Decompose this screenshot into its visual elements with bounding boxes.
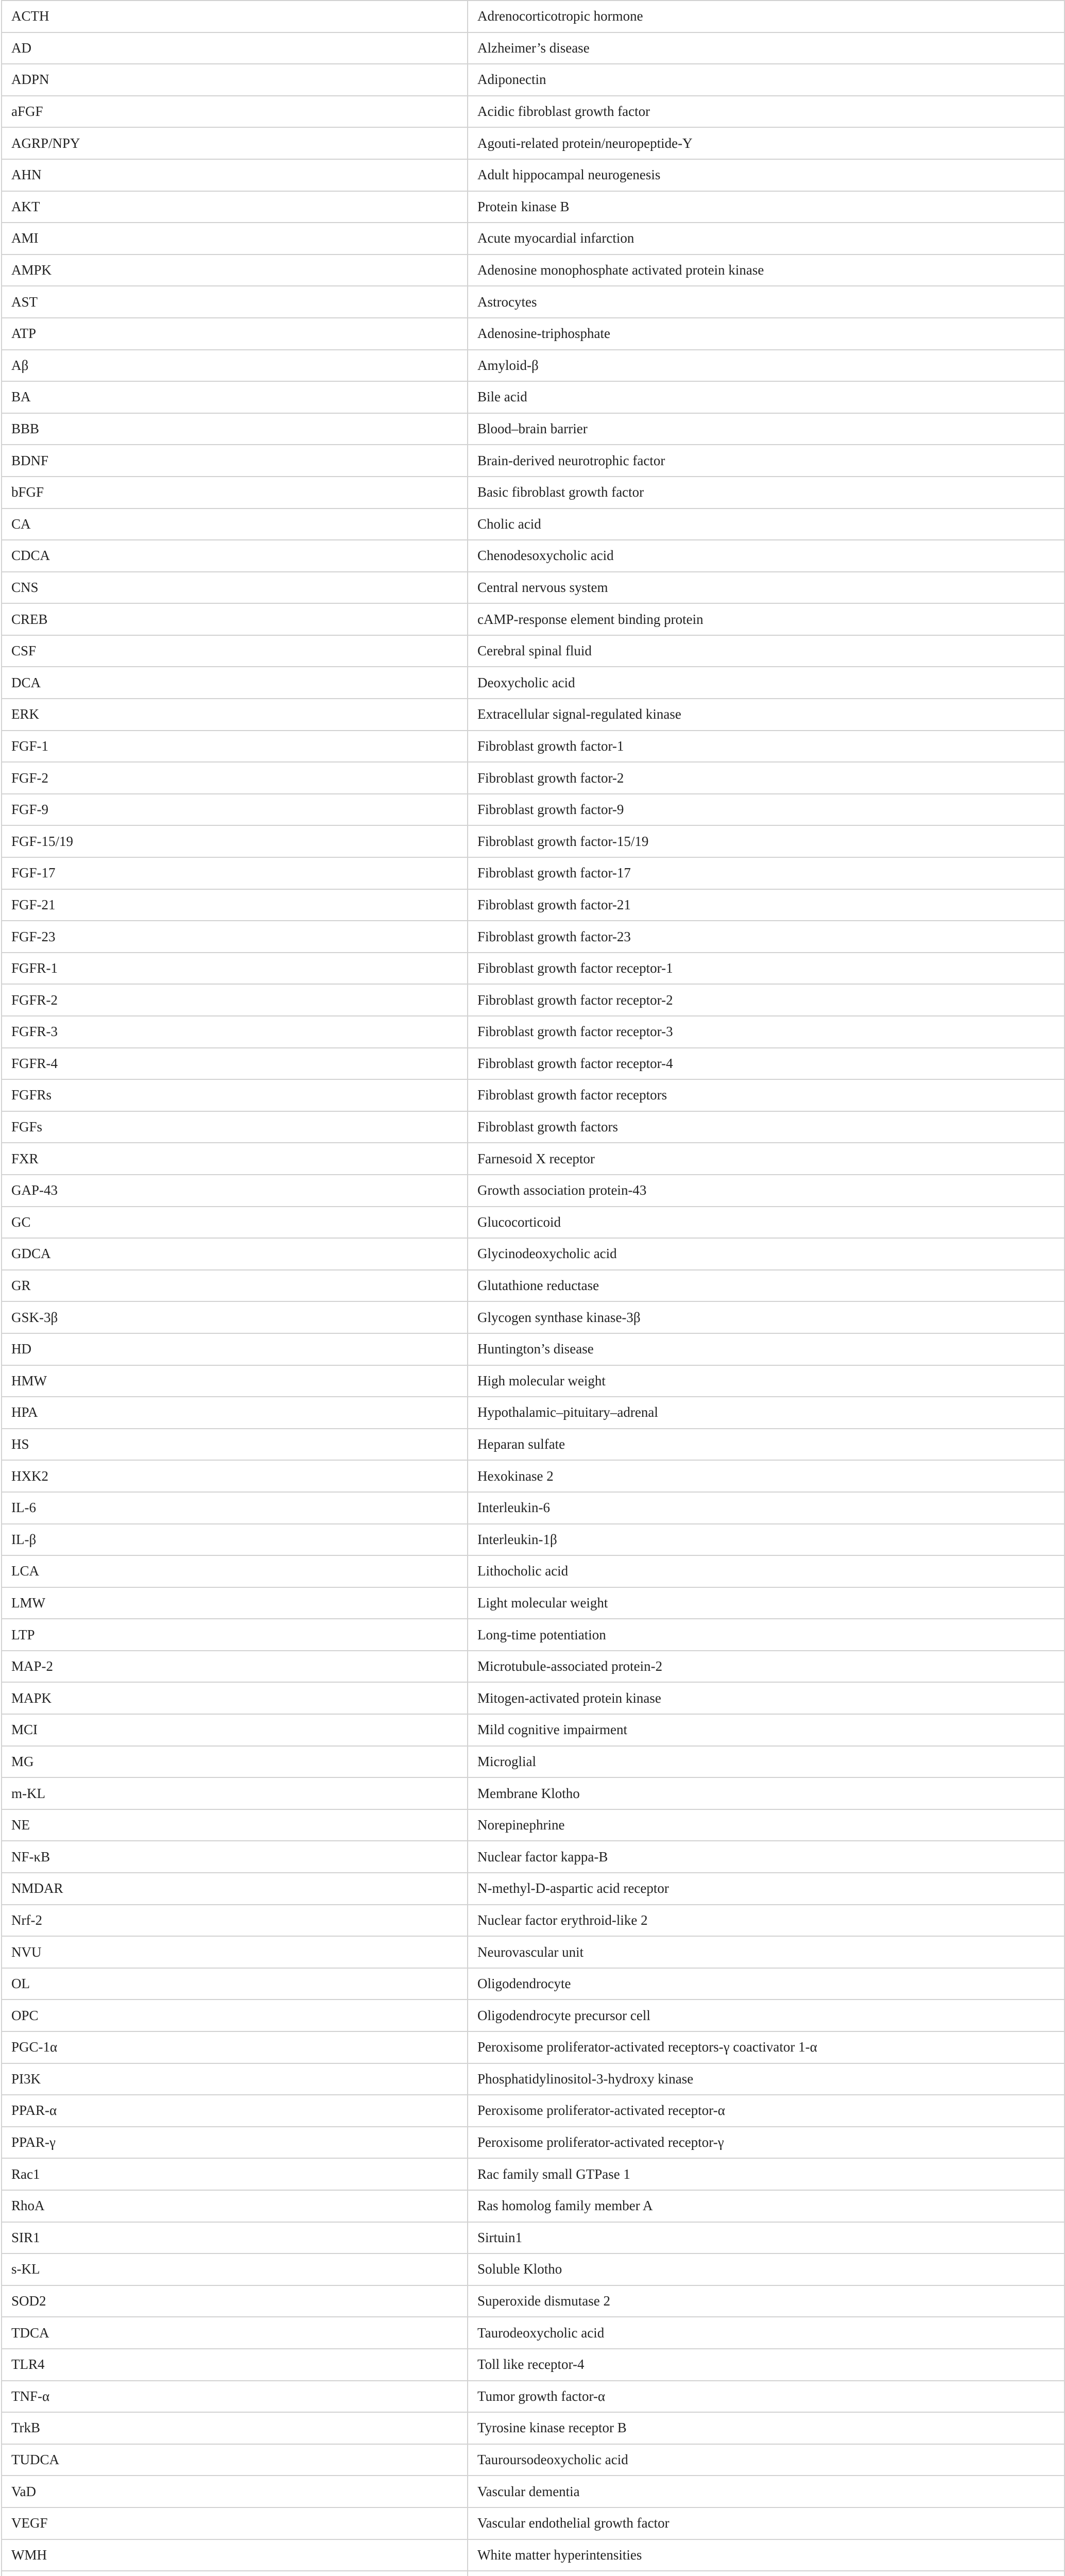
definition-cell: Fibroblast growth factor-15/19 bbox=[468, 825, 1064, 857]
definition-cell: Heparan sulfate bbox=[468, 1429, 1064, 1461]
table-row bbox=[2, 1524, 1064, 1556]
definition-cell: Peroxisome proliferator-activated receptor-α bbox=[468, 2095, 1064, 2127]
abbreviation-cell: TNF-α bbox=[2, 2381, 468, 2413]
abbreviation-cell: OPC bbox=[2, 1999, 468, 2031]
definition-cell: Mild cognitive impairment bbox=[468, 1714, 1064, 1746]
table-row bbox=[2, 32, 1064, 64]
definition-cell: Fibroblast growth factor-21 bbox=[468, 889, 1064, 921]
definition-cell: Hypothalamic–pituitary–adrenal bbox=[468, 1397, 1064, 1429]
definition-cell: Glycogen synthase kinase-3β bbox=[468, 1301, 1064, 1333]
definition-cell: Fibroblast growth factor-9 bbox=[468, 794, 1064, 826]
table-row bbox=[2, 223, 1064, 255]
definition-cell: Superoxide dismutase 2 bbox=[468, 2285, 1064, 2317]
table-row bbox=[2, 2253, 1064, 2285]
abbreviation-cell: AMPK bbox=[2, 255, 468, 286]
definition-cell bbox=[468, 2571, 1064, 2576]
definition-cell: N-methyl-D-aspartic acid receptor bbox=[468, 1873, 1064, 1905]
abbreviation-cell: Nrf-2 bbox=[2, 1905, 468, 1937]
definition-cell: Peroxisome proliferator-activated receptors-γ coactivator 1-α bbox=[468, 2031, 1064, 2063]
table-row bbox=[2, 381, 1064, 413]
table-row bbox=[2, 1016, 1064, 1048]
definition-cell: Nuclear factor kappa-B bbox=[468, 1841, 1064, 1873]
table-row bbox=[2, 635, 1064, 667]
table-row bbox=[2, 96, 1064, 128]
abbreviation-cell: LMW bbox=[2, 1587, 468, 1619]
definition-cell: Fibroblast growth factors bbox=[468, 1111, 1064, 1143]
abbreviation-cell: TLR4 bbox=[2, 2349, 468, 2381]
table-row bbox=[2, 540, 1064, 572]
definition-cell: Fibroblast growth factor-2 bbox=[468, 762, 1064, 794]
definition-cell: Cerebral spinal fluid bbox=[468, 635, 1064, 667]
table-row bbox=[2, 2476, 1064, 2507]
abbreviation-cell: TUDCA bbox=[2, 2444, 468, 2476]
abbreviation-cell: CA bbox=[2, 509, 468, 540]
abbreviation-cell: MAPK bbox=[2, 1682, 468, 1714]
table-row bbox=[2, 2063, 1064, 2095]
table-row bbox=[2, 191, 1064, 223]
definition-cell: Protein kinase B bbox=[468, 191, 1064, 223]
definition-cell: Oligodendrocyte precursor cell bbox=[468, 1999, 1064, 2031]
abbreviation-cell: OL bbox=[2, 1968, 468, 2000]
table-row bbox=[2, 1365, 1064, 1397]
definition-cell: Mitogen-activated protein kinase bbox=[468, 1682, 1064, 1714]
definition-cell: Acidic fibroblast growth factor bbox=[468, 96, 1064, 128]
table-row bbox=[2, 2158, 1064, 2190]
abbreviation-cell: LTP bbox=[2, 1619, 468, 1651]
abbreviation-cell: FGF-1 bbox=[2, 731, 468, 762]
abbreviation-cell: GC bbox=[2, 1207, 468, 1239]
definition-cell: Amyloid-β bbox=[468, 350, 1064, 382]
table-row bbox=[2, 445, 1064, 477]
abbreviation-cell: GAP-43 bbox=[2, 1175, 468, 1207]
table-row bbox=[2, 255, 1064, 286]
abbreviation-cell: PPAR-γ bbox=[2, 2127, 468, 2159]
abbreviation-cell: CNS bbox=[2, 572, 468, 604]
definition-cell: Fibroblast growth factor receptor-2 bbox=[468, 984, 1064, 1016]
definition-cell: Tumor growth factor-α bbox=[468, 2381, 1064, 2413]
table-row bbox=[2, 2539, 1064, 2571]
abbreviation-cell: SIR1 bbox=[2, 2222, 468, 2254]
definition-cell: Fibroblast growth factor receptors bbox=[468, 1079, 1064, 1111]
table-row bbox=[2, 1809, 1064, 1841]
table-row bbox=[2, 825, 1064, 857]
definition-cell: Fibroblast growth factor-1 bbox=[468, 731, 1064, 762]
definition-cell: Fibroblast growth factor receptor-3 bbox=[468, 1016, 1064, 1048]
table-row bbox=[2, 477, 1064, 509]
abbreviation-cell: NF-κB bbox=[2, 1841, 468, 1873]
abbreviation-cell: NVU bbox=[2, 1936, 468, 1968]
abbreviation-cell: MAP-2 bbox=[2, 1651, 468, 1683]
definition-cell: Growth association protein-43 bbox=[468, 1175, 1064, 1207]
abbreviation-cell: FGFR-2 bbox=[2, 984, 468, 1016]
abbreviation-cell: PI3K bbox=[2, 2063, 468, 2095]
abbreviation-cell: NMDAR bbox=[2, 1873, 468, 1905]
definition-cell: Soluble Klotho bbox=[468, 2253, 1064, 2285]
abbreviations-table bbox=[1, 0, 1065, 2576]
table-row bbox=[2, 1905, 1064, 1937]
abbreviation-cell: GR bbox=[2, 1270, 468, 1302]
abbreviation-cell: HPA bbox=[2, 1397, 468, 1429]
definition-cell: Interleukin-6 bbox=[468, 1492, 1064, 1524]
table-row bbox=[2, 762, 1064, 794]
abbreviation-cell: PPAR-α bbox=[2, 2095, 468, 2127]
table-row bbox=[2, 1048, 1064, 1080]
abbreviation-cell: AHN bbox=[2, 159, 468, 191]
definition-cell: Glutathione reductase bbox=[468, 1270, 1064, 1302]
abbreviation-cell: CSF bbox=[2, 635, 468, 667]
definition-cell: Blood–brain barrier bbox=[468, 413, 1064, 445]
abbreviation-cell: FGFs bbox=[2, 1111, 468, 1143]
abbreviations-table-body bbox=[2, 1, 1064, 2576]
table-row bbox=[2, 889, 1064, 921]
table-row bbox=[2, 2444, 1064, 2476]
definition-cell: Bile acid bbox=[468, 381, 1064, 413]
table-row bbox=[2, 1777, 1064, 1809]
table-row bbox=[2, 953, 1064, 985]
table-row bbox=[2, 794, 1064, 826]
table-row bbox=[2, 1301, 1064, 1333]
abbreviation-cell: aFGF bbox=[2, 96, 468, 128]
table-row bbox=[2, 1555, 1064, 1587]
table-row bbox=[2, 1143, 1064, 1175]
abbreviation-cell: MG bbox=[2, 1746, 468, 1778]
table-row bbox=[2, 1968, 1064, 2000]
table-row bbox=[2, 2285, 1064, 2317]
abbreviation-cell: GDCA bbox=[2, 1238, 468, 1270]
definition-cell: Membrane Klotho bbox=[468, 1777, 1064, 1809]
definition-cell: Adrenocorticotropic hormone bbox=[468, 1, 1064, 32]
definition-cell: Sirtuin1 bbox=[468, 2222, 1064, 2254]
table-row bbox=[2, 2571, 1064, 2576]
table-row bbox=[2, 2381, 1064, 2413]
abbreviation-cell: bFGF bbox=[2, 477, 468, 509]
definition-cell: Ras homolog family member A bbox=[468, 2190, 1064, 2222]
definition-cell: Adenosine monophosphate activated protein kinase bbox=[468, 255, 1064, 286]
definition-cell: Tyrosine kinase receptor B bbox=[468, 2412, 1064, 2444]
table-row bbox=[2, 1619, 1064, 1651]
table-row bbox=[2, 1238, 1064, 1270]
definition-cell: Fibroblast growth factor-17 bbox=[468, 857, 1064, 889]
definition-cell: Astrocytes bbox=[468, 286, 1064, 318]
abbreviation-cell: FGFR-3 bbox=[2, 1016, 468, 1048]
definition-cell: Central nervous system bbox=[468, 572, 1064, 604]
abbreviation-cell: Aβ bbox=[2, 350, 468, 382]
table-row bbox=[2, 2317, 1064, 2349]
table-row bbox=[2, 509, 1064, 540]
table-row bbox=[2, 1492, 1064, 1524]
abbreviation-cell: HD bbox=[2, 1333, 468, 1365]
table-row bbox=[2, 2095, 1064, 2127]
definition-cell: Rac family small GTPase 1 bbox=[468, 2158, 1064, 2190]
abbreviation-cell: BA bbox=[2, 381, 468, 413]
abbreviation-cell: ERK bbox=[2, 699, 468, 731]
abbreviation-cell: FXR bbox=[2, 1143, 468, 1175]
table-row bbox=[2, 1429, 1064, 1461]
abbreviation-cell: VEGF bbox=[2, 2507, 468, 2539]
abbreviation-cell: FGF-23 bbox=[2, 921, 468, 953]
abbreviation-cell: BDNF bbox=[2, 445, 468, 477]
abbreviation-cell: FGF-21 bbox=[2, 889, 468, 921]
abbreviation-cell: ATP bbox=[2, 318, 468, 350]
abbreviation-cell: AST bbox=[2, 286, 468, 318]
table-row bbox=[2, 1651, 1064, 1683]
table-row bbox=[2, 2190, 1064, 2222]
definition-cell: Neurovascular unit bbox=[468, 1936, 1064, 1968]
table-row bbox=[2, 1936, 1064, 1968]
table-row bbox=[2, 667, 1064, 699]
definition-cell: Taurodeoxycholic acid bbox=[468, 2317, 1064, 2349]
definition-cell: Alzheimer’s disease bbox=[468, 32, 1064, 64]
definition-cell: Acute myocardial infarction bbox=[468, 223, 1064, 255]
abbreviation-cell: CREB bbox=[2, 603, 468, 635]
abbreviation-cell: WMH bbox=[2, 2539, 468, 2571]
table-row bbox=[2, 350, 1064, 382]
definition-cell: Deoxycholic acid bbox=[468, 667, 1064, 699]
abbreviation-cell: m-KL bbox=[2, 1777, 468, 1809]
abbreviation-cell: GSK-3β bbox=[2, 1301, 468, 1333]
table-row bbox=[2, 2349, 1064, 2381]
definition-cell: cAMP-response element binding protein bbox=[468, 603, 1064, 635]
definition-cell: Cholic acid bbox=[468, 509, 1064, 540]
abbreviation-cell: DCA bbox=[2, 667, 468, 699]
table-row bbox=[2, 1873, 1064, 1905]
abbreviation-cell: SOD2 bbox=[2, 2285, 468, 2317]
abbreviation-cell: IL-6 bbox=[2, 1492, 468, 1524]
table-row bbox=[2, 1111, 1064, 1143]
abbreviation-cell: BBB bbox=[2, 413, 468, 445]
abbreviation-cell: s-KL bbox=[2, 2253, 468, 2285]
abbreviation-cell: ADPN bbox=[2, 64, 468, 96]
definition-cell: Extracellular signal-regulated kinase bbox=[468, 699, 1064, 731]
table-row bbox=[2, 286, 1064, 318]
table-row bbox=[2, 1746, 1064, 1778]
definition-cell: Glycinodeoxycholic acid bbox=[468, 1238, 1064, 1270]
table-row bbox=[2, 2031, 1064, 2063]
abbreviation-cell: PGC-1α bbox=[2, 2031, 468, 2063]
definition-cell: High molecular weight bbox=[468, 1365, 1064, 1397]
table-row bbox=[2, 413, 1064, 445]
abbreviation-cell: HMW bbox=[2, 1365, 468, 1397]
definition-cell: Microglial bbox=[468, 1746, 1064, 1778]
table-row bbox=[2, 2222, 1064, 2254]
definition-cell: Vascular endothelial growth factor bbox=[468, 2507, 1064, 2539]
table-row bbox=[2, 984, 1064, 1016]
definition-cell: Nuclear factor erythroid-like 2 bbox=[468, 1905, 1064, 1937]
abbreviation-cell: VaD bbox=[2, 2476, 468, 2507]
definition-cell: Phosphatidylinositol-3-hydroxy kinase bbox=[468, 2063, 1064, 2095]
table-row bbox=[2, 1682, 1064, 1714]
definition-cell: Adiponectin bbox=[468, 64, 1064, 96]
abbreviation-cell: AD bbox=[2, 32, 468, 64]
definition-cell: Interleukin-1β bbox=[468, 1524, 1064, 1556]
abbreviation-cell: AMI bbox=[2, 223, 468, 255]
abbreviation-cell: NE bbox=[2, 1809, 468, 1841]
abbreviation-cell: FGF-17 bbox=[2, 857, 468, 889]
table-row bbox=[2, 857, 1064, 889]
abbreviation-cell: RhoA bbox=[2, 2190, 468, 2222]
table-row bbox=[2, 921, 1064, 953]
abbreviation-cell: FGF-2 bbox=[2, 762, 468, 794]
definition-cell: Lithocholic acid bbox=[468, 1555, 1064, 1587]
table-row bbox=[2, 1460, 1064, 1492]
definition-cell: Fibroblast growth factor receptor-1 bbox=[468, 953, 1064, 985]
definition-cell: Basic fibroblast growth factor bbox=[468, 477, 1064, 509]
table-row bbox=[2, 159, 1064, 191]
table-row bbox=[2, 731, 1064, 762]
definition-cell: Peroxisome proliferator-activated receptor-γ bbox=[468, 2127, 1064, 2159]
abbreviation-cell: FGF-9 bbox=[2, 794, 468, 826]
definition-cell: Adult hippocampal neurogenesis bbox=[468, 159, 1064, 191]
definition-cell: Fibroblast growth factor-23 bbox=[468, 921, 1064, 953]
abbreviation-cell: ACTH bbox=[2, 1, 468, 32]
table-row bbox=[2, 572, 1064, 604]
abbreviation-cell: FGFR-1 bbox=[2, 953, 468, 985]
abbreviation-cell: CDCA bbox=[2, 540, 468, 572]
table-row bbox=[2, 1587, 1064, 1619]
abbreviation-cell bbox=[2, 2571, 468, 2576]
table-row bbox=[2, 318, 1064, 350]
abbreviation-cell: IL-β bbox=[2, 1524, 468, 1556]
table-row bbox=[2, 1175, 1064, 1207]
definition-cell: Adenosine-triphosphate bbox=[468, 318, 1064, 350]
definition-cell: Tauroursodeoxycholic acid bbox=[468, 2444, 1064, 2476]
abbreviation-cell: TDCA bbox=[2, 2317, 468, 2349]
table-row bbox=[2, 1333, 1064, 1365]
definition-cell: Vascular dementia bbox=[468, 2476, 1064, 2507]
table-row bbox=[2, 1, 1064, 32]
definition-cell: Long-time potentiation bbox=[468, 1619, 1064, 1651]
definition-cell: Norepinephrine bbox=[468, 1809, 1064, 1841]
definition-cell: Toll like receptor-4 bbox=[468, 2349, 1064, 2381]
definition-cell: Oligodendrocyte bbox=[468, 1968, 1064, 2000]
table-row bbox=[2, 2507, 1064, 2539]
table-row bbox=[2, 127, 1064, 159]
definition-cell: Huntington’s disease bbox=[468, 1333, 1064, 1365]
definition-cell: Fibroblast growth factor receptor-4 bbox=[468, 1048, 1064, 1080]
abbreviation-cell: FGF-15/19 bbox=[2, 825, 468, 857]
definition-cell: White matter hyperintensities bbox=[468, 2539, 1064, 2571]
abbreviation-cell: Rac1 bbox=[2, 2158, 468, 2190]
table-row bbox=[2, 603, 1064, 635]
definition-cell: Brain-derived neurotrophic factor bbox=[468, 445, 1064, 477]
table-row bbox=[2, 1841, 1064, 1873]
abbreviation-cell: HS bbox=[2, 1429, 468, 1461]
table-row bbox=[2, 64, 1064, 96]
abbreviation-cell: HXK2 bbox=[2, 1460, 468, 1492]
abbreviation-cell: LCA bbox=[2, 1555, 468, 1587]
abbreviation-cell: TrkB bbox=[2, 2412, 468, 2444]
table-row bbox=[2, 699, 1064, 731]
table-row bbox=[2, 1397, 1064, 1429]
table-row bbox=[2, 2127, 1064, 2159]
table-row bbox=[2, 2412, 1064, 2444]
table-row bbox=[2, 1999, 1064, 2031]
table-row bbox=[2, 1270, 1064, 1302]
abbreviation-cell: FGFRs bbox=[2, 1079, 468, 1111]
table-row bbox=[2, 1207, 1064, 1239]
definition-cell: Glucocorticoid bbox=[468, 1207, 1064, 1239]
abbreviation-cell: AGRP/NPY bbox=[2, 127, 468, 159]
definition-cell: Hexokinase 2 bbox=[468, 1460, 1064, 1492]
table-row bbox=[2, 1079, 1064, 1111]
abbreviation-cell: FGFR-4 bbox=[2, 1048, 468, 1080]
definition-cell: Light molecular weight bbox=[468, 1587, 1064, 1619]
definition-cell: Chenodesoxycholic acid bbox=[468, 540, 1064, 572]
definition-cell: Farnesoid X receptor bbox=[468, 1143, 1064, 1175]
definition-cell: Agouti-related protein/neuropeptide-Y bbox=[468, 127, 1064, 159]
definition-cell: Microtubule-associated protein-2 bbox=[468, 1651, 1064, 1683]
abbreviation-cell: MCI bbox=[2, 1714, 468, 1746]
abbreviation-cell: AKT bbox=[2, 191, 468, 223]
table-row bbox=[2, 1714, 1064, 1746]
